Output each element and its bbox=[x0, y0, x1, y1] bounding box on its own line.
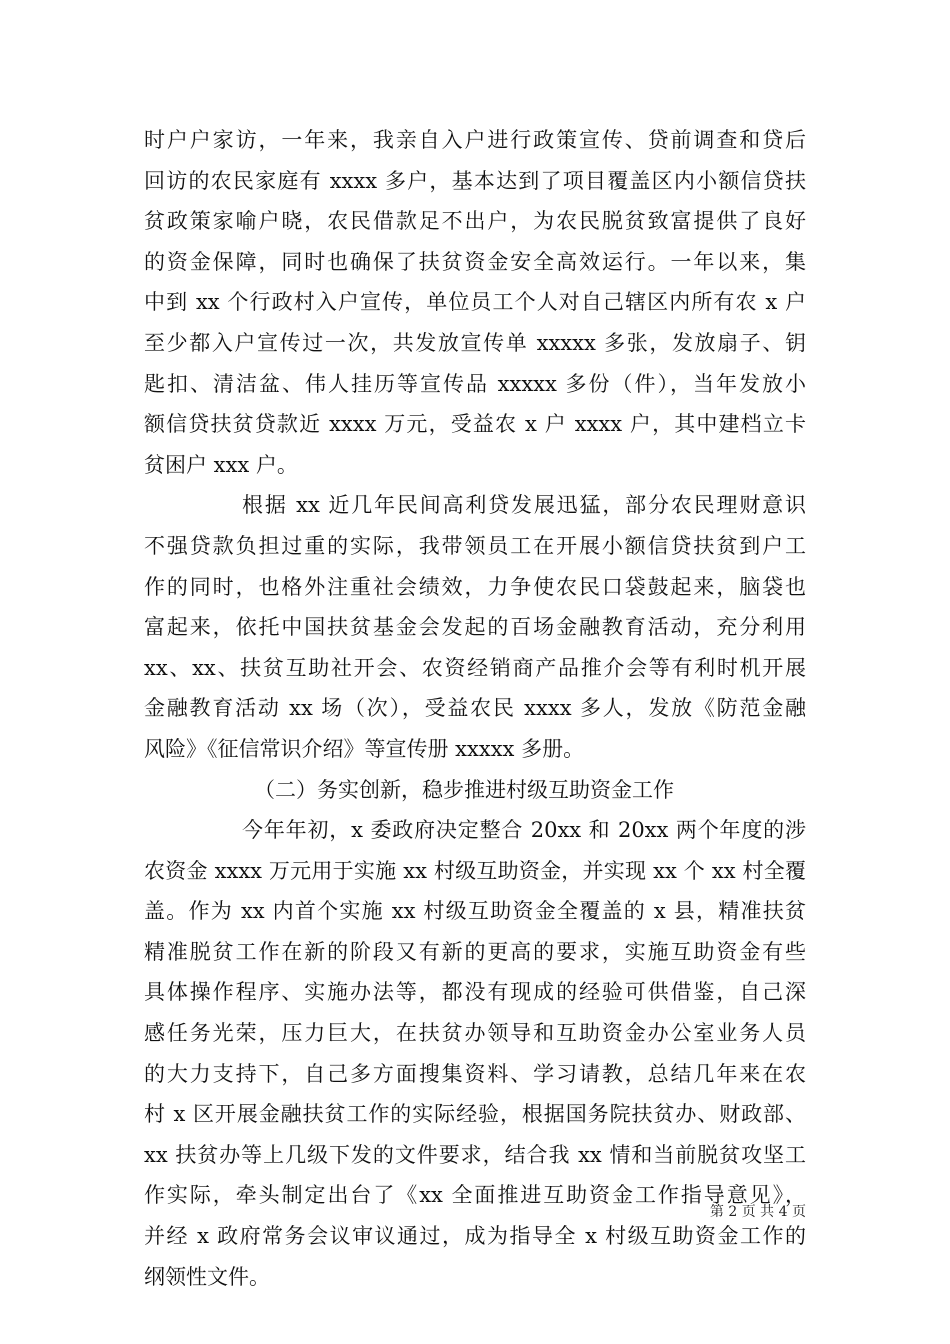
text-line: 的大力支持下，自己多方面搜集资料、学习请教，总结几年来在农 bbox=[144, 1061, 806, 1086]
text-line: 农资金 xxxx 万元用于实施 xx 村级互助资金，并实现 xx 个 xx 村全覆 bbox=[144, 858, 806, 883]
text-line: 精准脱贫工作在新的阶段又有新的更高的要求，实施互助资金有些 bbox=[144, 939, 806, 964]
paragraph-start-line: 今年年初，x 委政府决定整合 20xx 和 20xx 两个年度的涉 bbox=[242, 818, 806, 843]
text-line: 作实际，牵头制定出台了《xx 全面推进互助资金工作指导意见》， bbox=[144, 1183, 806, 1208]
text-line: 回访的农民家庭有 xxxx 多户，基本达到了项目覆盖区内小额信贷扶 bbox=[144, 168, 806, 193]
text-line: 盖。作为 xx 内首个实施 xx 村级互助资金全覆盖的 x 县，精准扶贫 bbox=[144, 899, 806, 924]
text-line: 贫困户 xxx 户。 bbox=[144, 452, 298, 477]
paragraph-start-line: 根据 xx 近几年民间高利贷发展迅猛，部分农民理财意识 bbox=[242, 493, 806, 518]
text-line: 金融教育活动 xx 场（次），受益农民 xxxx 多人，发放《防范金融 bbox=[144, 696, 806, 721]
text-line: 具体操作程序、实施办法等，都没有现成的经验可供借鉴，自己深 bbox=[144, 980, 806, 1005]
document-body bbox=[144, 120, 806, 1297]
text-line: 作的同时，也格外注重社会绩效，力争使农民口袋鼓起来，脑袋也 bbox=[144, 574, 806, 599]
text-line: 感任务光荣，压力巨大，在扶贫办领导和互助资金办公室业务人员 bbox=[144, 1021, 806, 1046]
text-line: 并经 x 政府常务会议审议通过，成为指导全 x 村级互助资金工作的 bbox=[144, 1224, 806, 1249]
text-line: xx 扶贫办等上几级下发的文件要求，结合我 xx 情和当前脱贫攻坚工 bbox=[144, 1142, 806, 1167]
text-line: 纲领性文件。 bbox=[144, 1264, 270, 1289]
text-line: 不强贷款负担过重的实际，我带领员工在开展小额信贷扶贫到户工 bbox=[144, 533, 806, 558]
text-line: 贫政策家喻户晓，农民借款足不出户，为农民脱贫致富提供了良好 bbox=[144, 209, 806, 234]
text-line: 的资金保障，同时也确保了扶贫资金安全高效运行。一年以来，集 bbox=[144, 249, 806, 274]
page-number-footer: 第 2 页 共 4 页 bbox=[709, 1204, 806, 1220]
text-line: 额信贷扶贫贷款近 xxxx 万元，受益农 x 户 xxxx 户，其中建档立卡 bbox=[144, 412, 806, 437]
text-line: 至少都入户宣传过一次，共发放宣传单 xxxxx 多张，发放扇子、钥 bbox=[144, 330, 806, 355]
text-line: 时户户家访，一年来，我亲自入户进行政策宣传、贷前调查和贷后 bbox=[144, 128, 806, 152]
text-line: 匙扣、清洁盆、伟人挂历等宣传品 xxxxx 多份（件），当年发放小 bbox=[144, 371, 806, 396]
text-line: 富起来，依托中国扶贫基金会发起的百场金融教育活动，充分利用 bbox=[144, 615, 806, 640]
text-line: xx、xx、扶贫互助社开会、农资经销商产品推介会等有利时机开展 bbox=[144, 655, 806, 680]
section-heading: （二）务实创新，稳步推进村级互助资金工作 bbox=[254, 777, 674, 802]
text-line: 村 x 区开展金融扶贫工作的实际经验，根据国务院扶贫办、财政部、 bbox=[144, 1102, 806, 1127]
text-line: 风险》《征信常识介绍》等宣传册 xxxxx 多册。 bbox=[144, 736, 585, 761]
text-line: 中到 xx 个行政村入户宣传，单位员工个人对自己辖区内所有农 x 户 bbox=[144, 290, 806, 315]
